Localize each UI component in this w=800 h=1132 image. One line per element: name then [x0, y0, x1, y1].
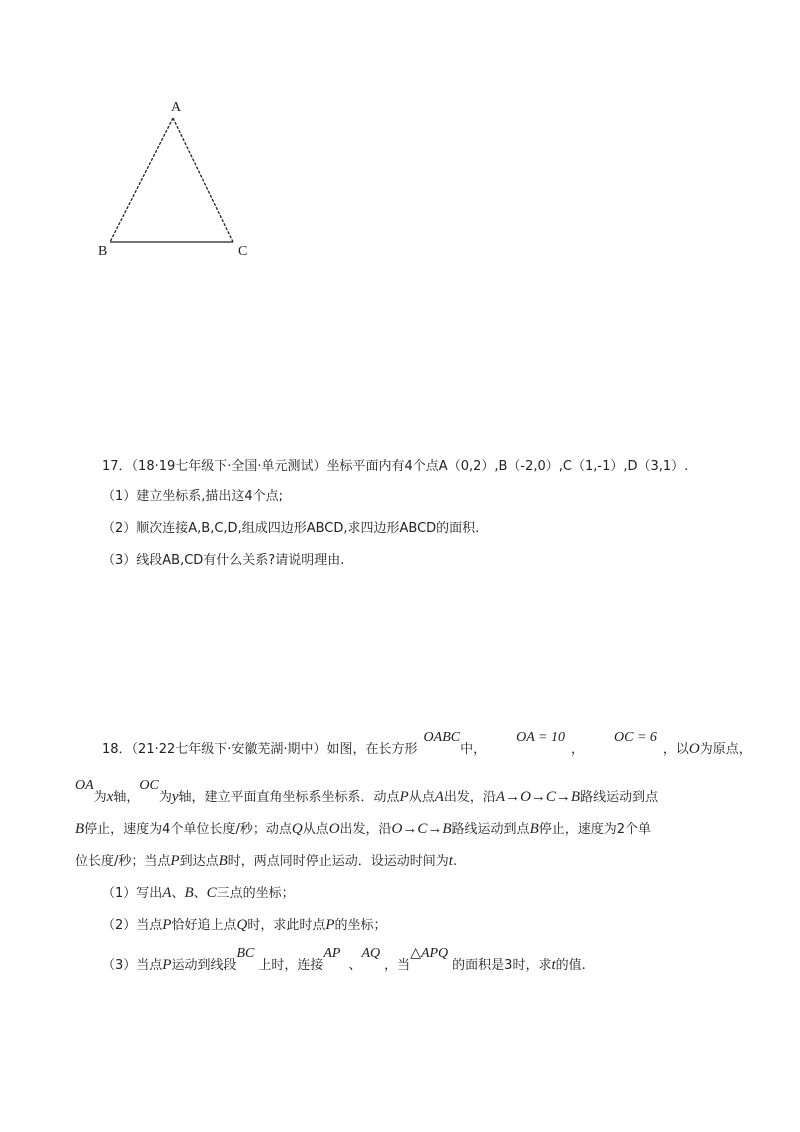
text: 轴，	[113, 790, 140, 805]
var-p: P	[162, 957, 172, 973]
math-triangle-apq: △APQ	[410, 946, 449, 961]
math-oc: OC	[139, 778, 159, 793]
text: 的值.	[555, 958, 586, 973]
text: 运动到线段	[171, 958, 237, 973]
text: 到达点	[179, 854, 219, 869]
text: 的面积是3时，求	[452, 958, 552, 973]
triangle-drawing	[95, 100, 255, 270]
var-o: O	[688, 741, 700, 757]
q18-source: （21·22七年级下·安徽芜湖·期中）	[131, 742, 327, 757]
vertex-label-a: A	[171, 100, 182, 115]
q18-line-2	[75, 778, 659, 807]
q17-part-2: （2）顺次连接A,B,C,D,组成四边形ABCD,求四边形ABCD的面积.	[102, 521, 480, 536]
var-c: C	[206, 885, 217, 901]
text: ，	[570, 742, 584, 757]
var-a: A	[434, 789, 444, 805]
text: 停止，速度为2个单	[538, 822, 652, 837]
q17-stem: 坐标平面内有4个点A（0,2）,B（-2,0）,C（1,-1）,D（3,1）.	[326, 459, 689, 474]
q18-line-1	[102, 730, 752, 759]
var-a: A	[162, 885, 172, 901]
var-o: O	[328, 821, 340, 837]
vertex-label-b: B	[98, 244, 108, 259]
side-ac	[173, 118, 233, 242]
q18-part-3	[102, 946, 586, 975]
math-aq: AQ	[361, 946, 381, 961]
q17-part-3: （3）线段AB,CD有什么关系?请说明理由.	[102, 553, 345, 568]
text: 、	[171, 886, 185, 901]
var-b: B	[529, 821, 539, 837]
var-p: P	[170, 853, 180, 869]
var-b: B	[184, 885, 194, 901]
var-p: P	[162, 917, 172, 933]
text: 、	[348, 958, 362, 973]
vertex-label-c: C	[238, 244, 248, 259]
text: 位长度/秒；当点	[75, 854, 171, 869]
math-oc-6: OC = 6	[614, 730, 657, 745]
var-t: t	[448, 853, 453, 869]
path-p: A→O→C→B	[495, 789, 581, 805]
text: 恰好追上点	[171, 918, 237, 933]
var-q: Q	[291, 821, 303, 837]
text: 为原点，	[699, 742, 752, 757]
q18-part-1	[102, 884, 295, 903]
text: 为	[158, 790, 172, 805]
text: 中，	[460, 742, 487, 757]
math-ap: AP	[323, 946, 341, 961]
text: 、	[193, 886, 207, 901]
text: ，当	[384, 958, 411, 973]
text: 如图，在长方形	[326, 742, 418, 757]
text: .	[452, 854, 458, 869]
text: 时，求此时点	[247, 918, 326, 933]
math-oa-10: OA = 10	[516, 730, 565, 745]
math-oabc: OABC	[423, 730, 461, 745]
var-b: B	[218, 853, 228, 869]
text: 时，两点同时停止运动．设运动时间为	[227, 854, 449, 869]
text: （2）当点	[102, 918, 163, 933]
text: 的坐标；	[334, 918, 387, 933]
text: 路线运动到点	[451, 822, 530, 837]
text: 从点	[408, 790, 435, 805]
text: 轴，建立平面直角坐标系坐标系．动点	[178, 790, 400, 805]
var-t: t	[551, 957, 556, 973]
text: 路线运动到点	[580, 790, 659, 805]
math-bc: BC	[236, 946, 255, 961]
q18-number: 18．	[102, 742, 132, 757]
text: 上时，连接	[258, 958, 324, 973]
q17-number: 17．	[102, 459, 132, 474]
q17-stem-line	[102, 458, 688, 476]
side-ab	[110, 118, 173, 242]
path-q: O→C→B	[391, 821, 452, 837]
text: 为	[93, 790, 107, 805]
var-y: y	[171, 789, 179, 805]
text: 出发，沿	[443, 790, 496, 805]
var-q: Q	[236, 917, 248, 933]
var-p: P	[325, 917, 335, 933]
triangle-figure	[95, 100, 255, 270]
text: （1）写出	[102, 886, 163, 901]
var-x: x	[106, 789, 114, 805]
text: ，以	[662, 742, 689, 757]
text: 三点的坐标；	[216, 886, 295, 901]
text: 从点	[302, 822, 329, 837]
text: 停止，速度为4个单位长度/秒；动点	[84, 822, 292, 837]
q18-part-2	[102, 916, 387, 935]
var-b: B	[75, 821, 85, 837]
q17-part-1: （1）建立坐标系,描出这4个点;	[102, 489, 284, 504]
math-oa: OA	[75, 778, 94, 793]
q18-line-4	[75, 852, 457, 871]
text: 出发，沿	[339, 822, 392, 837]
text: （3）当点	[102, 958, 163, 973]
q17-source: （18·19七年级下·全国·单元测试）	[131, 459, 327, 474]
var-p: P	[399, 789, 409, 805]
q18-line-3	[75, 820, 651, 839]
